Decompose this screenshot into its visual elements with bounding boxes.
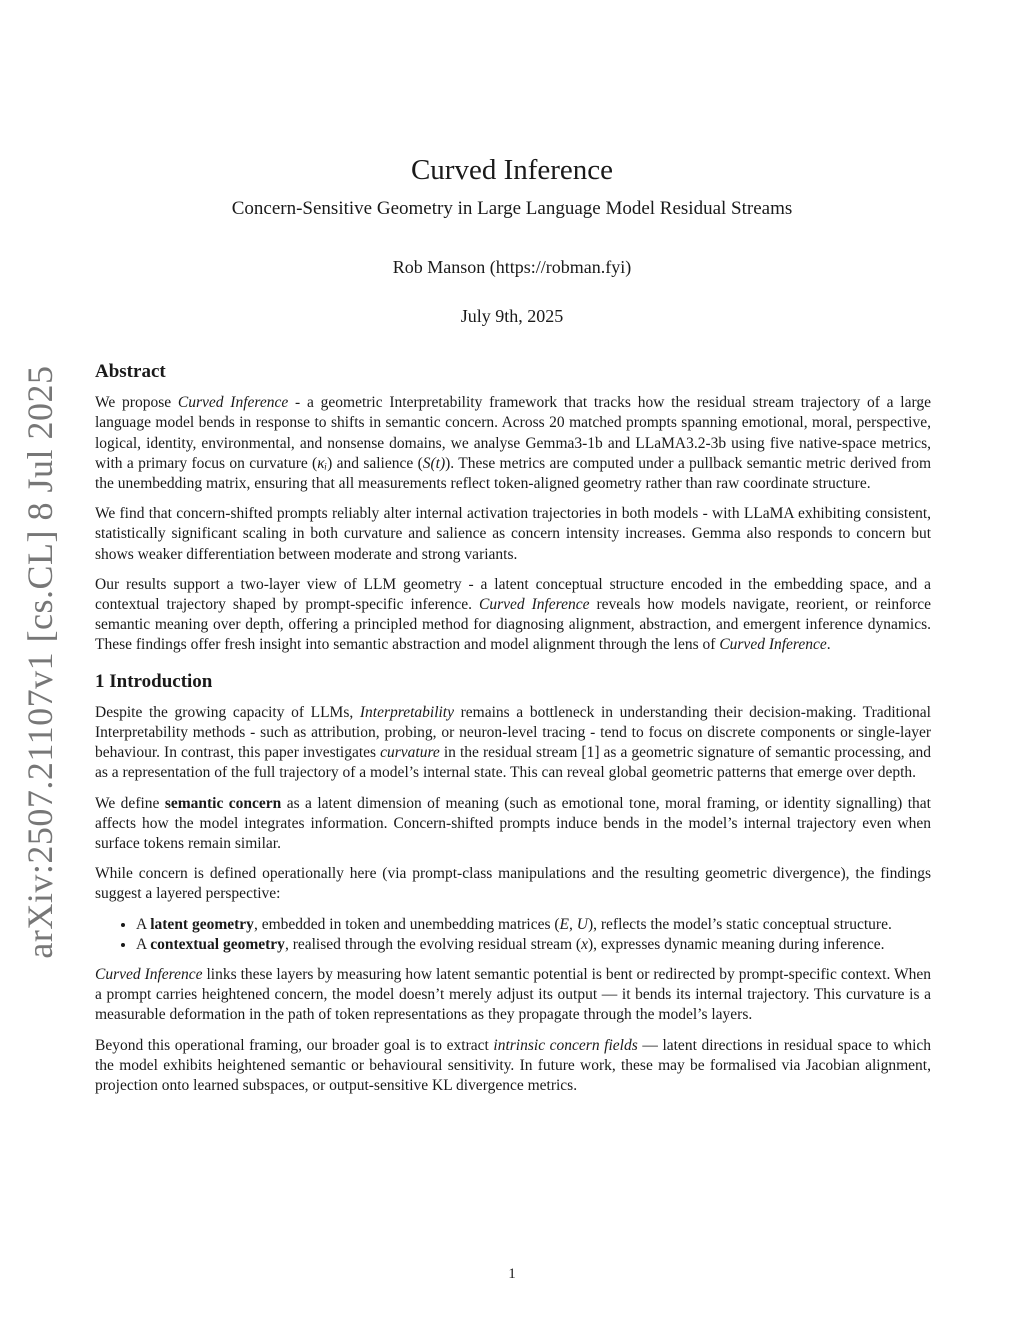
paper-title: Curved Inference (410, 154, 614, 186)
intro-paragraph-4: Curved Inference links these layers by measuring how latent semantic potential is bent or redirected by prompt-specific context. When a prompt carries heightened concern, the model doesn’t merely adjust its output — it bends its internal trajectory. This curvature is a measurable deformation in the path of token representations as they propagate through the model’s layers. (95, 966, 931, 1024)
page-number: 1 (508, 1266, 516, 1282)
intro-paragraph-5: Beyond this operational framing, our broader goal is to extract intrinsic concern fields — latent directions in residual space to which the model exhibits heightened semantic or behavioural sensitivity. In future work, these may be formalised via Jacobian alignment, projection onto learned subspaces, or output-sensitive KL divergence metrics. (95, 1036, 932, 1095)
curvature-symbol: κᵢ (317, 454, 328, 472)
framework-name-emphasis: Curved Inference (177, 394, 289, 412)
author-line: Rob Manson (https://robman.fyi) (392, 257, 632, 277)
semantic-concern-term: semantic concern (164, 794, 282, 812)
abstract-paragraph-3: Our results support a two-layer view of LLM geometry - a latent conceptual structure encoded in the embedding space, and a contextual trajectory shaped by prompt-specific inference. Curved Inference reveals how models navigate, reorient, or reinforce semantic meaning over depth, offering a principled method for diagnosing alignment, abstraction, and emergent inference dynamics. These findings offer fresh insight into semantic abstraction and model alignment through the lens of Curved Inference. (95, 575, 931, 654)
intro-paragraph-3: While concern is defined operationally here (via prompt-class manipulations and the resulting geometric divergence), the findings suggest a layered perspective: (95, 865, 931, 903)
abstract-paragraph-1: We propose Curved Inference - a geometric Interpretability framework that tracks how the residual stream trajectory of a large language model bends in response to shifts in semantic concern. Across 20 matched prompts spanning emotional, moral, perspective, logical, identity, environmental, and nonsense domains, we analyse Gemma3-1b and LLaMA3.2-3b using five native-space metrics, with a primary focus on curvature (κᵢ) and salience (S(t)). These metrics are computed under a pullback semantic metric derived from the unembedding matrix, ensuring that all measurements reflect token-aligned geometry rather than raw coordinate structure. (95, 394, 932, 493)
bullet-contextual-geometry: • A contextual geometry, realised through the evolving residual stream (x), expresses dynamic meaning during inference. (136, 935, 931, 955)
intro-paragraph-1: Despite the growing capacity of LLMs, Interpretability remains a bottleneck in understanding their decision-making. Traditional Interpretability methods - such as attribution, probing, or neuron-level tracing - tend to focus on discrete components or single-layer behaviour. In contrast, this paper investigates curvature in the residual stream [1] as a geometric signature of semantic processing, and as a representation of the full trajectory of a model’s internal state. This can reveal global geometric patterns that emerge over depth. (95, 703, 931, 782)
salience-symbol: S(t) (422, 454, 446, 472)
abstract-paragraph-2: We find that concern-shifted prompts reliably alter internal activation trajectories in both models - with LLaMA exhibiting consistent, statistically significant scaling in both curvature and salience as concern intensity increases. Gemma also responds to concern but shows weaker differentiation between moderate and strong variants. (95, 505, 931, 563)
paper-subtitle: Concern-Sensitive Geometry in Large Language Model Residual Streams (231, 198, 793, 219)
paper-body (95, 362, 931, 1106)
geometry-bullet-list (95, 915, 931, 955)
arxiv-identifier-stamp: arXiv:2507.21107v1 [cs.CL] 8 Jul 2025 (20, 365, 60, 959)
introduction-heading: 1 Introduction (95, 670, 213, 692)
bullet-latent-geometry: • A latent geometry, embedded in token and unembedding matrices (E, U), reflects the model’s static conceptual structure. (136, 915, 931, 935)
publication-date: July 9th, 2025 (460, 306, 564, 326)
abstract-heading: Abstract (95, 361, 166, 382)
intro-paragraph-2: We define semantic concern as a latent dimension of meaning (such as emotional tone, moral framing, or identity signalling) that affects how the model integrates information. Concern-shifted prompts induce bends in the model’s internal trajectory even when surface tokens remain similar. (95, 794, 931, 853)
